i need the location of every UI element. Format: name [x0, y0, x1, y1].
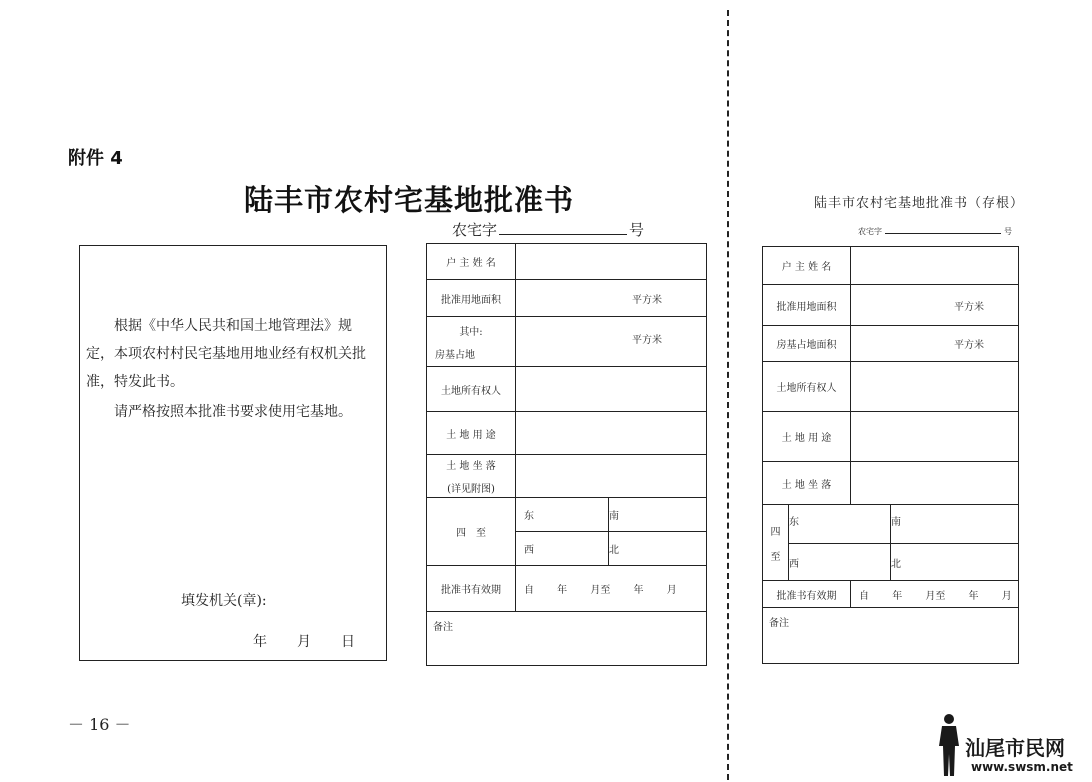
- issuing-authority-label: 填发机关(章):: [181, 593, 267, 609]
- page-title: 陆丰市农村宅基地批准书: [244, 183, 575, 217]
- stub-remarks-field[interactable]: [763, 608, 1019, 664]
- stub-north-label: 北: [891, 558, 902, 570]
- stub-boundaries-bottom: 至: [770, 551, 781, 563]
- site-watermark: [935, 712, 1087, 778]
- date-month: 月: [297, 634, 311, 650]
- land-use-label: 土 地 用 途: [427, 412, 516, 455]
- approved-area-field[interactable]: 平方米: [516, 280, 707, 317]
- stub-land-owner-field[interactable]: [851, 362, 1019, 412]
- validity-label: 批准书有效期: [427, 566, 516, 612]
- stub-land-owner-label: 土地所有权人: [763, 362, 851, 412]
- serial-number-line: [452, 219, 644, 240]
- approved-area-label: 批准用地面积: [427, 280, 516, 317]
- of-which-label: 其中:: [459, 326, 483, 338]
- south-label: 南: [609, 511, 619, 522]
- stub-boundaries-label: [763, 505, 789, 581]
- stub-east-boundary-field[interactable]: [789, 505, 891, 544]
- remarks-field[interactable]: [427, 612, 707, 666]
- stub-land-use-label: 土 地 用 途: [763, 412, 851, 462]
- usage-paragraph: 请严格按照本批准书要求使用宅基地。: [114, 404, 352, 420]
- stub-west-boundary-field[interactable]: [789, 544, 891, 581]
- north-label: 北: [609, 545, 619, 556]
- stub-approved-area-field[interactable]: 平方米: [851, 285, 1019, 326]
- annex-label: 附件 4: [68, 148, 123, 169]
- stub-owner-name-field[interactable]: [851, 247, 1019, 285]
- land-location-text: 土 地 坐 落: [446, 461, 496, 472]
- person-silhouette-icon: [935, 712, 965, 778]
- stub-validity-label: 批准书有效期: [763, 581, 851, 608]
- stub-house-area-label: 房基占地面积: [763, 326, 851, 362]
- validity-field[interactable]: 自 年 月至 年 月: [516, 566, 707, 612]
- stub-serial-blank: [885, 226, 1001, 234]
- house-area-field[interactable]: 平方米: [516, 317, 707, 367]
- stub-remarks-label: 备注: [769, 618, 789, 629]
- cut-line: [727, 10, 729, 780]
- date-year: 年: [253, 634, 267, 650]
- remarks-label: 备注: [433, 622, 453, 633]
- serial-blank: [499, 221, 627, 235]
- stub-south-label: 南: [891, 517, 902, 528]
- stub-land-use-field[interactable]: [851, 412, 1019, 462]
- serial-prefix: 农宅字: [452, 221, 498, 239]
- land-owner-field[interactable]: [516, 367, 707, 412]
- stub-land-location-field[interactable]: [851, 462, 1019, 505]
- house-area-label: [427, 317, 516, 367]
- stub-owner-name-label: 户 主 姓 名: [763, 247, 851, 285]
- south-boundary-field[interactable]: [609, 498, 707, 532]
- east-label: 东: [524, 511, 534, 522]
- stub-south-boundary-field[interactable]: [891, 505, 1019, 544]
- stub-validity-field[interactable]: 自 年 月至 年 月: [851, 581, 1019, 608]
- house-footprint-label: 房基占地: [435, 349, 475, 361]
- approval-paragraph: 根据《中华人民共和国土地管理法》规定，本项农村村民宅基地用地业经有权机关批准，特发此书。: [86, 318, 366, 390]
- issue-date: [253, 631, 385, 651]
- serial-suffix: 号: [629, 221, 645, 239]
- stub-house-area-field[interactable]: 平方米: [851, 326, 1019, 362]
- stub-east-label: 东: [789, 517, 799, 528]
- stub-title: 陆丰市农村宅基地批准书（存根）: [814, 196, 1025, 211]
- see-map-note: (详见附图): [447, 484, 495, 495]
- north-boundary-field[interactable]: [609, 532, 707, 566]
- stub-boundaries-top: 四: [770, 526, 781, 538]
- boundaries-label: 四 至: [427, 498, 516, 566]
- stub-serial-line: [858, 226, 1012, 237]
- stub-serial-prefix: 农宅字: [858, 227, 882, 236]
- stub-land-location-label: 土 地 坐 落: [763, 462, 851, 505]
- stub-serial-suffix: 号: [1004, 227, 1012, 236]
- watermark-url: www.swsm.net: [971, 760, 1073, 774]
- approval-form-table: [426, 243, 707, 666]
- owner-name-field[interactable]: [516, 244, 707, 280]
- stub-form-table: [762, 246, 1019, 664]
- approval-statement-box: [79, 245, 387, 661]
- date-day: 日: [341, 634, 355, 650]
- land-use-field[interactable]: [516, 412, 707, 455]
- east-boundary-field[interactable]: [516, 498, 609, 532]
- owner-name-label: 户 主 姓 名: [427, 244, 516, 280]
- land-location-field[interactable]: [516, 455, 707, 498]
- stub-approved-area-label: 批准用地面积: [763, 285, 851, 326]
- watermark-text: 汕尾市民网: [965, 736, 1065, 760]
- west-label: 西: [524, 545, 534, 556]
- land-location-label: [427, 455, 516, 498]
- stub-north-boundary-field[interactable]: [891, 544, 1019, 581]
- land-owner-label: 土地所有权人: [427, 367, 516, 412]
- page-number: － 16 －: [68, 715, 131, 734]
- stub-west-label: 西: [789, 558, 799, 570]
- west-boundary-field[interactable]: [516, 532, 609, 566]
